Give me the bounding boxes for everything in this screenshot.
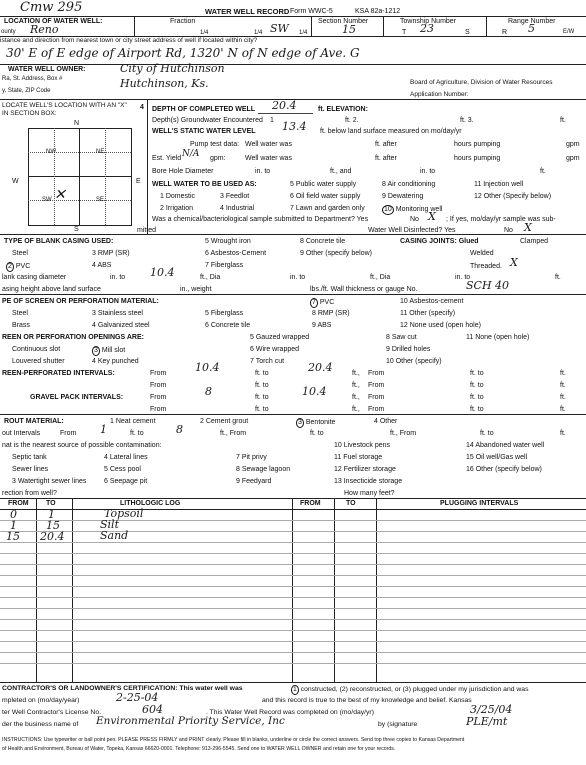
casing-abs: 4 ABS bbox=[92, 262, 112, 269]
use-domestic: 1 Domestic bbox=[160, 193, 196, 200]
log-row-3-from: 15 bbox=[6, 530, 20, 543]
screen-from-2: From bbox=[368, 370, 385, 377]
gravel-ft-1: ft., bbox=[352, 394, 360, 401]
owner-city: Hutchinson, Ks. bbox=[120, 77, 209, 90]
pump-water-was: Well water was bbox=[245, 141, 292, 148]
screen-other: 11 Other (specify) bbox=[400, 310, 456, 317]
use-injection: 11 Injection well bbox=[474, 181, 524, 188]
range-prefix: R bbox=[502, 29, 508, 36]
range-value: 5 bbox=[528, 22, 535, 35]
groundwater-2: ft. 2. bbox=[345, 117, 359, 124]
cert-business-name: Environmental Priority Service, Inc bbox=[96, 715, 285, 727]
screen-ft-end-2: ft. bbox=[560, 382, 566, 389]
screen-ft-to-2: ft. to bbox=[470, 370, 484, 377]
casing-diameter-label: lank casing diameter bbox=[2, 274, 67, 281]
log-from2-header: FROM bbox=[300, 500, 321, 507]
gravel-ft-to-4: ft. to bbox=[470, 406, 484, 413]
casing-dia-ft3: ft. bbox=[555, 274, 561, 281]
cert-line1-b: constructed, (2) reconstructed, or (3) plugged under my jurisdiction and was bbox=[300, 686, 529, 693]
use-oilfield: 6 Oil field water supply bbox=[290, 193, 361, 200]
contam-how-many: How many feet? bbox=[344, 490, 395, 497]
disinfected-no: No bbox=[504, 227, 513, 234]
fraction-value: SW bbox=[270, 22, 289, 35]
quadrant-nw: NW bbox=[46, 149, 56, 155]
log-row-3-desc: Sand bbox=[100, 529, 129, 542]
casing-label: TYPE OF BLANK CASING USED: bbox=[4, 238, 114, 245]
screen-concrete: 6 Concrete tile bbox=[205, 322, 251, 329]
quadrant-se: SE bbox=[96, 197, 105, 203]
screen-ft-to-4: ft. to bbox=[470, 382, 484, 389]
cert-line4-b: by (signature bbox=[378, 721, 418, 728]
casing-height-label: asing height above land surface bbox=[2, 286, 101, 293]
casing-dia-in: in. to bbox=[110, 274, 126, 281]
casing-pvc-selected: 2 bbox=[8, 263, 12, 270]
casing-asbestos: 6 Asbestos-Cement bbox=[205, 250, 267, 257]
instructions-line1: INSTRUCTIONS: Use typewriter or ball point pen. PLEASE PRESS FIRMLY and PRINT clearly. Please fill in blanks, underline or circle the correct answers. Send top three copies to Kansas Department bbox=[2, 737, 465, 743]
range-label: Range Number bbox=[508, 18, 556, 25]
use-feedlot: 3 Feedlot bbox=[220, 193, 250, 200]
quarter-mark-1: 1/4 bbox=[200, 30, 209, 36]
grout-bentonite-selected: 3 bbox=[298, 419, 302, 426]
log-row-2-desc: Silt bbox=[100, 518, 119, 531]
yield-gpm: gpm bbox=[566, 155, 580, 162]
owner-name: City of Hutchinson bbox=[120, 62, 225, 75]
chemical-sample-question: Was a chemical/bacteriological sample submitted to Department? Yes bbox=[152, 216, 369, 223]
use-monitoring-selected: 10 bbox=[384, 206, 392, 213]
log-row-1-from: 0 bbox=[10, 508, 17, 521]
screen-rmp: 8 RMP (SR) bbox=[312, 310, 350, 317]
casing-wrought: 5 Wrought iron bbox=[205, 238, 251, 245]
contam-direction: rection from well? bbox=[2, 490, 57, 497]
casing-steel: Steel bbox=[12, 250, 28, 257]
section-value: 15 bbox=[342, 23, 356, 36]
opening-mill-slot: Mill slot bbox=[101, 347, 126, 354]
contam-oilgas: 15 Oil well/Gas well bbox=[466, 454, 528, 461]
township-suffix: S bbox=[465, 29, 470, 36]
screen-steel: Steel bbox=[12, 310, 28, 317]
compass-w: W bbox=[12, 178, 19, 185]
section-label: Section Number bbox=[318, 18, 369, 25]
casing-fiberglass: 7 Fiberglass bbox=[205, 262, 244, 269]
screen-to-value: 20.4 bbox=[308, 361, 333, 374]
opening-drilled: 9 Drilled holes bbox=[386, 346, 431, 353]
gravel-from-4: From bbox=[368, 406, 385, 413]
elevation-label: ft. ELEVATION: bbox=[318, 106, 368, 113]
use-dewatering: 9 Dewatering bbox=[382, 193, 424, 200]
contam-insecticide: 13 Insecticide storage bbox=[334, 478, 403, 485]
use-monitoring: Monitoring well bbox=[395, 206, 443, 213]
grout-intervals-label: out Intervals bbox=[2, 430, 41, 437]
use-air: 8 Air conditioning bbox=[382, 181, 436, 188]
log-row-2-to: 15 bbox=[46, 519, 60, 532]
screen-stainless: 3 Stainless steel bbox=[92, 310, 143, 317]
screen-label: PE OF SCREEN OR PERFORATION MATERIAL: bbox=[2, 298, 159, 305]
opening-mill-slot-selected: 3 bbox=[94, 347, 98, 354]
joints-threaded-mark: X bbox=[510, 256, 518, 269]
disinfected-no-mark: X bbox=[524, 221, 532, 234]
contam-feedyard: 9 Feedyard bbox=[236, 478, 272, 485]
cert-line2-b: and this record is true to the best of my knowledge and belief. Kansas bbox=[262, 697, 472, 704]
use-public: 5 Public water supply bbox=[290, 181, 357, 188]
quarter-mark-2: 1/4 bbox=[254, 30, 263, 36]
township-value: 23 bbox=[420, 22, 434, 35]
screen-intervals-label: REEN-PERFORATED INTERVALS: bbox=[2, 370, 115, 377]
township-label: Township Number bbox=[400, 18, 457, 25]
section-grid bbox=[28, 128, 132, 226]
yield-hours: hours pumping bbox=[454, 155, 501, 162]
use-lawn: 7 Lawn and garden only bbox=[290, 205, 365, 212]
casing-concrete: 8 Concrete tile bbox=[300, 238, 346, 245]
casing-other: 9 Other (specify below) bbox=[300, 250, 372, 257]
opening-saw: 8 Saw cut bbox=[386, 334, 417, 341]
grout-neat-cement: 1 Neat cement bbox=[110, 418, 156, 425]
static-level-label: WELL'S STATIC WATER LEVEL bbox=[152, 128, 256, 135]
contam-watertight: 3 Watertight sewer lines bbox=[12, 478, 87, 485]
opening-none: 11 None (open hole) bbox=[466, 334, 530, 341]
chemical-mitted: mitted bbox=[137, 227, 157, 234]
pump-ft-after: ft. after bbox=[375, 141, 397, 148]
cert-line3-a: ter Well Contractor's License No. bbox=[2, 709, 102, 716]
distance-label: istance and direction from nearest town or city street address of well if located within city? bbox=[0, 37, 258, 44]
grout-cement: 2 Cement grout bbox=[200, 418, 249, 425]
yield-label: Est. Yield bbox=[152, 155, 182, 162]
log-row-1-desc: Topsoil bbox=[104, 507, 144, 520]
screen-ft-end-1: ft. bbox=[560, 370, 566, 377]
screen-ft-to-1: ft. to bbox=[255, 370, 269, 377]
casing-wall-value: SCH 40 bbox=[466, 279, 510, 292]
screen-ft-3: ft., bbox=[352, 382, 360, 389]
well-location-mark: ✕ bbox=[54, 187, 66, 203]
contam-lateral: 4 Lateral lines bbox=[104, 454, 148, 461]
distance-value: 30' E of E edge of Airport Rd, 1320' N of N edge of Ave. G bbox=[6, 46, 360, 60]
quarter-mark-3: 1/4 bbox=[299, 30, 308, 36]
application-number-label: Application Number: bbox=[410, 91, 469, 98]
contam-livestock: 10 Livestock pens bbox=[334, 442, 391, 449]
cert-constructed-selected: 1 bbox=[293, 686, 297, 693]
bore-label: Bore Hole Diameter bbox=[152, 168, 214, 175]
grout-bentonite: Bentonite bbox=[305, 419, 336, 426]
casing-dia-in2: in. to bbox=[290, 274, 306, 281]
contam-fuel: 11 Fuel storage bbox=[334, 454, 383, 461]
opening-wire: 6 Wire wrapped bbox=[250, 346, 300, 353]
contam-seepage: 6 Seepage pit bbox=[104, 478, 148, 485]
screen-none: 12 None used (open hole) bbox=[400, 322, 481, 329]
grout-ft-end: ft. bbox=[560, 430, 566, 437]
quadrant-ne: NE bbox=[96, 149, 105, 155]
yield-unit: gpm: bbox=[210, 155, 226, 162]
bore-ft: ft., and bbox=[330, 168, 352, 175]
opening-gauzed: 5 Gauzed wrapped bbox=[250, 334, 310, 341]
log-row-3-to: 20.4 bbox=[40, 530, 65, 543]
fraction-label: Fraction bbox=[170, 18, 196, 25]
contam-septic: Septic tank bbox=[12, 454, 47, 461]
screen-abs: 9 ABS bbox=[312, 322, 332, 329]
gravel-from-1: From bbox=[150, 394, 167, 401]
gravel-to-value: 10.4 bbox=[302, 385, 327, 398]
ksa-reference: KSA 82a-1212 bbox=[355, 8, 401, 15]
joints-welded: Welded bbox=[470, 250, 494, 257]
instructions-line2: of Health and Environment, Bureau of Water, Topeka, Kansas 66620-0001. Telephone: 913-296-5545. Send one to WATER WELL OWNER and retain one for your records. bbox=[2, 746, 396, 752]
opening-key-punched: 4 Key punched bbox=[92, 358, 139, 365]
use-other: 12 Other (Specify below) bbox=[474, 193, 552, 200]
opening-other: 10 Other (specify) bbox=[386, 358, 442, 365]
casing-rmp: 3 RMP (SR) bbox=[92, 250, 130, 257]
log-to2-header: TO bbox=[346, 500, 356, 507]
opening-louvered: Louvered shutter bbox=[12, 358, 65, 365]
openings-label: REEN OR PERFORATION OPENINGS ARE: bbox=[2, 334, 144, 341]
board-label: Board of Agriculture, Division of Water Resources bbox=[410, 79, 553, 86]
cert-line1-a: CONTRACTOR'S OR LANDOWNER'S CERTIFICATION: This water well was bbox=[2, 685, 243, 692]
screen-from-1: From bbox=[150, 370, 167, 377]
screen-galvanized: 4 Galvanized steel bbox=[92, 322, 150, 329]
gravel-ft-3: ft., bbox=[352, 406, 360, 413]
grout-ft-to2: ft. to bbox=[310, 430, 324, 437]
section-box-label: LOCATE WELL'S LOCATION WITH AN "X" IN SECTION BOX: bbox=[2, 102, 127, 117]
gravel-ft-to-2: ft. to bbox=[470, 394, 484, 401]
log-plugging-header: PLUGGING INTERVALS bbox=[440, 500, 519, 507]
log-lithologic-header: LITHOLOGIC LOG bbox=[120, 500, 181, 507]
range-suffix: E/W bbox=[563, 29, 575, 35]
gravel-ft-to-1: ft. to bbox=[255, 394, 269, 401]
form-number: Form WWC-5 bbox=[290, 8, 333, 15]
casing-pvc: PVC bbox=[15, 263, 31, 270]
groundwater-label: Depth(s) Groundwater Encountered bbox=[152, 117, 263, 124]
gravel-from-3: From bbox=[150, 406, 167, 413]
groundwater-ft: ft. bbox=[560, 117, 566, 124]
casing-dia-ft2: ft., Dia bbox=[370, 274, 391, 281]
cert-line4-a: der the business name of bbox=[2, 721, 79, 728]
contamination-label: nat is the nearest source of possible contamination: bbox=[2, 442, 162, 449]
contam-sewer: Sewer lines bbox=[12, 466, 49, 473]
grout-label: ROUT MATERIAL: bbox=[4, 418, 64, 425]
use-irrigation: 2 Irrigation bbox=[160, 205, 194, 212]
bore-in2: in. to bbox=[420, 168, 436, 175]
gravel-ft-to-3: ft. to bbox=[255, 406, 269, 413]
use-industrial: 4 Industrial bbox=[220, 205, 255, 212]
grout-ft-from: ft., From bbox=[220, 430, 247, 437]
groundwater-1: 1 bbox=[270, 117, 274, 124]
cert-line3-b: . This Water Well Record was completed on (mo/day/yr) bbox=[206, 709, 374, 716]
casing-dia-in3: in. to bbox=[455, 274, 471, 281]
opening-continuous: Continuous slot bbox=[12, 346, 61, 353]
contam-privy: 7 Pit privy bbox=[236, 454, 267, 461]
grout-ft-to: ft. to bbox=[130, 430, 144, 437]
chemical-rest: ; If yes, mo/day/yr sample was sub- bbox=[446, 216, 556, 223]
cert-license-number: 604 bbox=[142, 703, 163, 716]
use-label: WELL WATER TO BE USED AS: bbox=[152, 181, 257, 188]
grout-to-value: 8 bbox=[176, 423, 183, 436]
log-from-header: FROM bbox=[8, 500, 29, 507]
gravel-label: GRAVEL PACK INTERVALS: bbox=[30, 394, 124, 401]
location-label: LOCATION OF WATER WELL: bbox=[4, 18, 103, 25]
grout-from-value: 1 bbox=[100, 423, 107, 436]
screen-fiberglass: 5 Fiberglass bbox=[205, 310, 244, 317]
screen-from-value: 10.4 bbox=[195, 361, 220, 374]
city-label: y, State, ZIP Code bbox=[2, 88, 51, 94]
screen-pvc: PVC bbox=[319, 299, 335, 306]
yield-value: N/A bbox=[182, 149, 200, 159]
groundwater-3: ft. 3. bbox=[460, 117, 474, 124]
casing-dia-rest: ft., Dia bbox=[200, 274, 221, 281]
grout-ft-from2: ft., From bbox=[390, 430, 417, 437]
section-item-number: 4 bbox=[140, 104, 144, 111]
chemical-no: No bbox=[410, 216, 419, 223]
cert-signature: PLE/mt bbox=[466, 715, 508, 728]
owner-label: WATER WELL OWNER: bbox=[8, 66, 86, 73]
static-level-value: 13.4 bbox=[282, 120, 307, 133]
screen-from-3: From bbox=[150, 382, 167, 389]
address-label: Ra, St. Address, Box # bbox=[2, 76, 63, 82]
compass-n: N bbox=[74, 120, 80, 127]
screen-ft-1: ft., bbox=[352, 370, 360, 377]
county-label: ounty bbox=[1, 29, 16, 35]
log-to-header: TO bbox=[46, 500, 56, 507]
grout-from-label: From bbox=[60, 430, 77, 437]
contam-abandoned: 14 Abandoned water well bbox=[466, 442, 545, 449]
log-row-1-to: 1 bbox=[48, 508, 55, 521]
contam-lagoon: 8 Sewage lagoon bbox=[236, 466, 291, 473]
casing-wall-label: lbs./ft. Wall thickness or gauge No. bbox=[310, 286, 418, 293]
compass-e: E bbox=[136, 178, 141, 185]
casing-height-in: in., weight bbox=[180, 286, 212, 293]
joints-clamped: Clamped bbox=[520, 238, 549, 245]
opening-torch: 7 Torch cut bbox=[250, 358, 285, 365]
screen-ft-to-3: ft. to bbox=[255, 382, 269, 389]
pump-gpm: gpm bbox=[566, 141, 580, 148]
county-value: Reno bbox=[30, 23, 59, 36]
joints-label: CASING JOINTS: Glued bbox=[400, 238, 479, 245]
quadrant-sw: SW bbox=[42, 197, 52, 203]
yield-ft-after: ft. after bbox=[375, 155, 397, 162]
gravel-from-2: From bbox=[368, 394, 385, 401]
screen-brass: Brass bbox=[12, 322, 30, 329]
static-level-rest: ft. below land surface measured on mo/day/yr bbox=[320, 128, 462, 135]
pump-hours: hours pumping bbox=[454, 141, 501, 148]
gravel-from-value: 8 bbox=[205, 385, 212, 398]
joints-threaded: Threaded. bbox=[470, 263, 502, 270]
screen-asbestos: 10 Asbestos-cement bbox=[400, 298, 464, 305]
cert-line2-a: mpleted on (mo/day/year) bbox=[2, 697, 80, 704]
contam-fertilizer: 12 Fertilizer storage bbox=[334, 466, 396, 473]
chemical-no-mark: X bbox=[428, 210, 436, 223]
disinfected-question: Water Well Disinfected? Yes bbox=[368, 227, 456, 234]
cert-completed-date: 2-25-04 bbox=[116, 691, 159, 704]
grout-other: 4 Other bbox=[374, 418, 398, 425]
pump-test-label: Pump test data: bbox=[190, 141, 240, 148]
screen-pvc-selected: 7 bbox=[312, 299, 316, 306]
casing-dia-to-value: 10.4 bbox=[150, 266, 175, 279]
township-prefix: T bbox=[402, 29, 407, 36]
contam-other: 16 Other (specify below) bbox=[466, 466, 542, 473]
grout-ft-to3: ft. to bbox=[480, 430, 494, 437]
screen-from-4: From bbox=[368, 382, 385, 389]
yield-water-was: Well water was bbox=[245, 155, 292, 162]
gravel-ft-end-2: ft. bbox=[560, 406, 566, 413]
form-title: WATER WELL RECORD bbox=[205, 7, 290, 16]
log-row-2-from: 1 bbox=[10, 519, 17, 532]
bore-in: in. to bbox=[255, 168, 271, 175]
bore-ft2: ft. bbox=[540, 168, 546, 175]
depth-label: DEPTH OF COMPLETED WELL bbox=[152, 106, 256, 113]
handwritten-record-id: Cmw 295 bbox=[20, 0, 83, 15]
contam-cesspool: 5 Cess pool bbox=[104, 466, 141, 473]
gravel-ft-end-1: ft. bbox=[560, 394, 566, 401]
compass-s: S bbox=[74, 226, 79, 233]
depth-value: 20.4 bbox=[272, 99, 297, 112]
cert-record-date: 3/25/04 bbox=[470, 703, 513, 716]
